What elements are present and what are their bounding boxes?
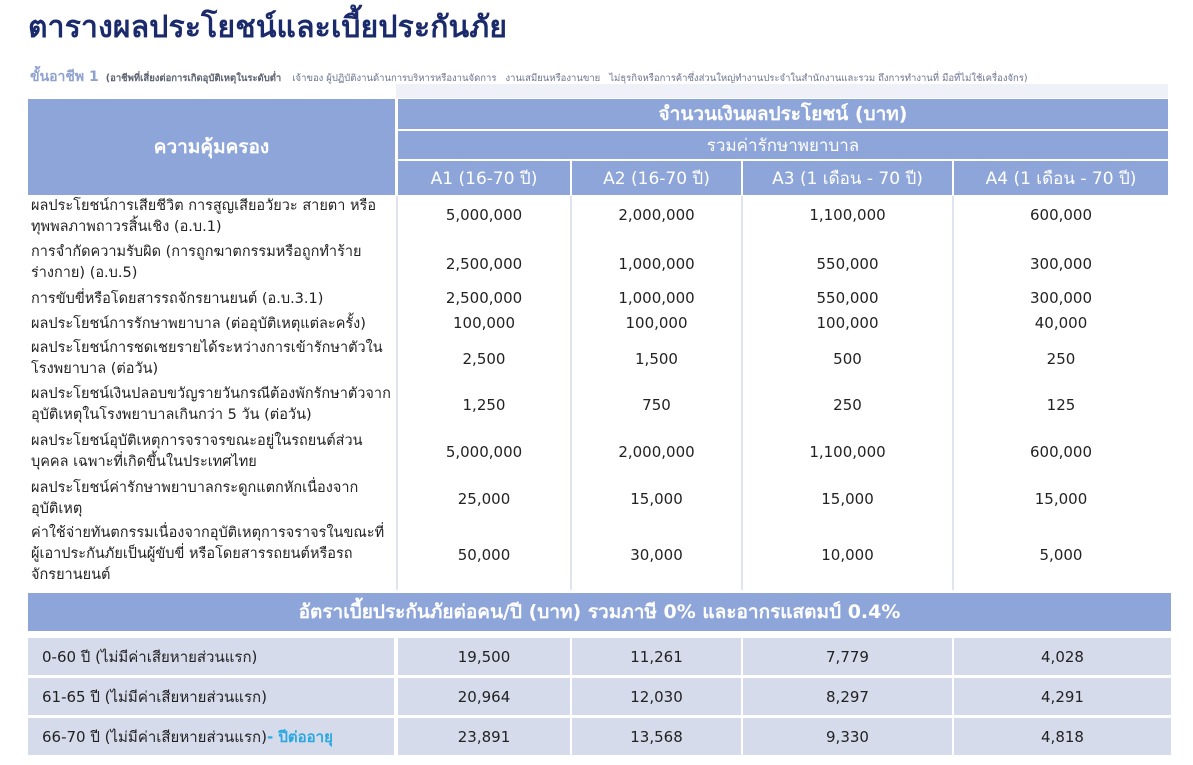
premium-value-a3: 8,297 — [743, 678, 952, 715]
benefit-value-a2: 1,000,000 — [618, 255, 695, 273]
benefit-label: ค่าใช้จ่ายทันตกรรมเนื่องจากอุบัติเหตุการจราจรในขณะที่ผู้เอาประกันภัยเป็นผู้ขับขี่ หรือโดยสารรถยนต์หรือรถจักรยานยนต์ — [31, 525, 385, 583]
benefit-value-a4: 40,000 — [1034, 314, 1088, 332]
benefit-value-a4: 250 — [1046, 350, 1076, 368]
benefit-value-a2: 30,000 — [630, 546, 683, 564]
plan-a1-header: A1 (16-70 ปี) — [398, 161, 570, 195]
benefit-value-a3: 500 — [833, 350, 862, 368]
benefit-value-a4: 600,000 — [1029, 443, 1093, 461]
benefit-label: ผลประโยชน์การชดเชยรายได้ระหว่างการเข้ารักษาตัวในโรงพยาบาล (ต่อวัน) — [31, 340, 383, 377]
benefit-value-a3: 100,000 — [816, 314, 879, 332]
coverage-header: ความคุ้มครอง — [28, 99, 395, 195]
benefit-value-a1: 50,000 — [457, 546, 511, 564]
benefit-value-a1: 1,250 — [462, 396, 506, 414]
benefit-value-a2: 1,500 — [635, 350, 678, 368]
plan-a2-header: A2 (16-70 ปี) — [572, 161, 741, 195]
medical-header: รวมค่ารักษาพยาบาล — [398, 131, 1168, 159]
plan-a3-header: A3 (1 เดือน - 70 ปี) — [743, 161, 952, 195]
benefit-value-a2: 1,000,000 — [618, 289, 695, 307]
benefit-value-a1: 5,000,000 — [445, 443, 523, 461]
benefit-value-a4: 15,000 — [1034, 490, 1088, 508]
benefit-value-a1: 100,000 — [452, 314, 516, 332]
benefit-label: ผลประโยชน์อุบัติเหตุการจราจรขณะอยู่ในรถยนต์ส่วนบุคคล เฉพาะที่เกิดขึ้นในประเทศไทย — [31, 433, 363, 470]
benefit-value-a1: 5,000,000 — [445, 206, 523, 224]
benefit-value-a4: 300,000 — [1029, 255, 1093, 273]
benefit-value-a4: 5,000 — [1039, 546, 1083, 564]
benefit-value-a3: 550,000 — [816, 255, 879, 273]
plan-a4-header: A4 (1 เดือน - 70 ปี) — [954, 161, 1168, 195]
premium-value-a2: 11,261 — [572, 638, 741, 675]
premium-value-a3: 7,779 — [743, 638, 952, 675]
benefit-label: การจำกัดความรับผิด (การถูกฆาตกรรมหรือถูกทำร้ายร่างกาย) (อ.บ.5) — [31, 244, 362, 281]
premium-header: อัตราเบี้ยประกันภัยต่อคน/ปี (บาท) รวมภาษี 0% และอากรแสตมป์ 0.4% — [28, 593, 1171, 631]
benefit-value-a1: 25,000 — [457, 490, 511, 508]
benefit-value-a2: 2,000,000 — [618, 443, 695, 461]
premium-value-a4: 4,291 — [954, 678, 1171, 715]
premium-row — [28, 638, 1171, 675]
benefit-amount-header: จำนวนเงินผลประโยชน์ (บาท) — [398, 99, 1168, 129]
premium-value-a2: 12,030 — [572, 678, 741, 715]
benefit-value-a3: 10,000 — [821, 546, 874, 564]
premium-value-a4: 4,818 — [954, 718, 1171, 755]
benefit-value-a3: 1,100,000 — [809, 443, 886, 461]
premium-value-a1: 19,500 — [398, 638, 570, 675]
benefit-value-a2: 100,000 — [625, 314, 688, 332]
premium-value-a1: 23,891 — [398, 718, 570, 755]
benefit-value-a3: 1,100,000 — [809, 206, 886, 224]
premium-value-a4: 4,028 — [954, 638, 1171, 675]
premium-value-a3: 9,330 — [743, 718, 952, 755]
premium-value-a1: 20,964 — [398, 678, 570, 715]
benefit-value-a1: 2,500,000 — [445, 255, 523, 273]
benefit-value-a2: 2,000,000 — [618, 206, 695, 224]
header-top-strip — [396, 84, 1168, 98]
benefit-value-a2: 15,000 — [630, 490, 683, 508]
premium-age-label: 66-70 ปี (ไม่มีค่าเสียหายส่วนแรก) - ปีต่ออายุ — [28, 718, 394, 755]
occupation-class-label: ขั้นอาชีพ 1 — [30, 69, 99, 85]
benefit-label: การขับขี่หรือโดยสารรถจักรยานยนต์ (อ.บ.3.1) — [31, 291, 324, 307]
occupation-risk-note: (อาชีพที่เสี่ยงต่อการเกิดอุบัติเหตุในระดับต่ำ — [105, 73, 282, 84]
renewal-age-note: - ปีต่ออายุ — [266, 727, 333, 746]
page-title: ตารางผลประโยชน์และเบี้ยประกันภัย — [28, 10, 508, 45]
premium-value-a2: 13,568 — [572, 718, 741, 755]
benefit-value-a1: 2,500 — [462, 350, 506, 368]
benefit-label: ผลประโยชน์ค่ารักษาพยาบาลกระดูกแตกหักเนื่องจากอุบัติเหตุ — [31, 480, 359, 517]
premium-row — [28, 718, 1171, 755]
benefit-value-a3: 550,000 — [816, 289, 879, 307]
benefit-value-a4: 600,000 — [1029, 206, 1093, 224]
benefit-value-a3: 15,000 — [821, 490, 874, 508]
benefit-value-a4: 125 — [1046, 396, 1076, 414]
benefit-value-a2: 750 — [642, 396, 671, 414]
benefit-label: ผลประโยชน์การรักษาพยาบาล (ต่ออุบัติเหตุแต่ละครั้ง) — [31, 316, 366, 332]
occupation-item: เจ้าของ ผู้ปฏิบัติงานด้านการบริหารหรืองานจัดการ — [292, 73, 497, 84]
occupation-item: ไม่ธุรกิจหรือการค้าซึ่งส่วนใหญ่ทำงานประจำในสำนักงานและรวม ถึงการทำงานที่ มือที่ไม่ใช้เครื่องจักร) — [609, 73, 1028, 84]
benefit-value-a1: 2,500,000 — [445, 289, 523, 307]
premium-age-label: 61-65 ปี (ไม่มีค่าเสียหายส่วนแรก) — [28, 678, 394, 715]
premium-row — [28, 678, 1171, 715]
benefit-value-a3: 250 — [833, 396, 862, 414]
benefit-value-a4: 300,000 — [1029, 289, 1093, 307]
benefit-label: ผลประโยชน์การเสียชีวิต การสูญเสียอวัยวะ สายตา หรือทุพพลภาพถาวรสิ้นเชิง (อ.บ.1) — [31, 198, 377, 235]
occupation-item: งานเสมียนหรืองานขาย — [505, 73, 601, 84]
benefit-label: ผลประโยชน์เงินปลอบขวัญรายวันกรณีต้องพักรักษาตัวจากอุบัติเหตุในโรงพยาบาลเกินกว่า 5 วัน (ต่อวัน) — [31, 386, 391, 423]
premium-age-label: 0-60 ปี (ไม่มีค่าเสียหายส่วนแรก) — [28, 638, 394, 675]
